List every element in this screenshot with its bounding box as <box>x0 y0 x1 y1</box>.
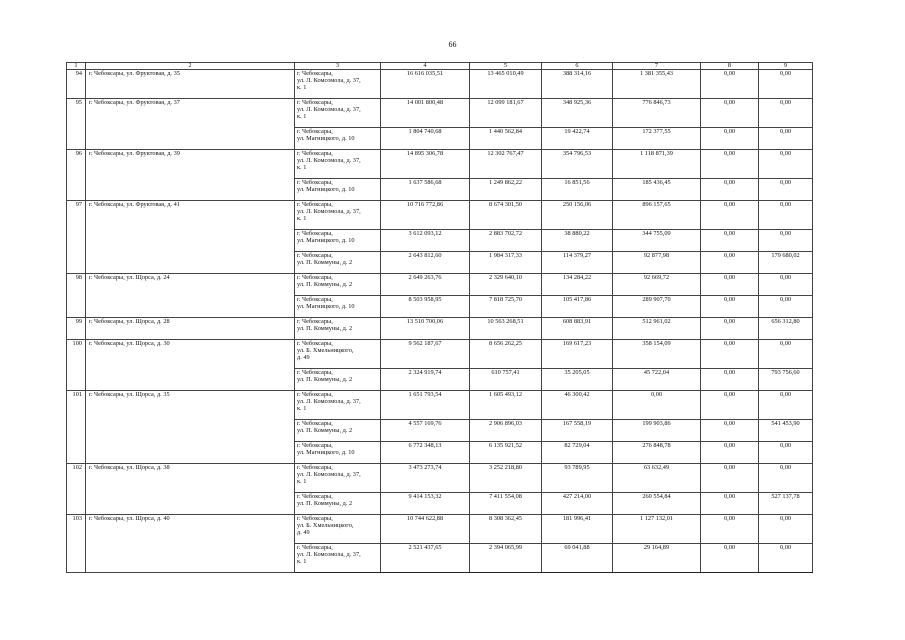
value-cell: 0,00 <box>701 391 759 420</box>
row-number: 100 <box>67 340 86 391</box>
value-cell: 344 755,09 <box>613 230 701 252</box>
source-address <box>295 201 381 230</box>
house-address: г. Чебоксары, ул. Щорса, д. 38 <box>86 464 295 515</box>
source-address-line: к. 1 <box>297 558 307 566</box>
value-cell: 9 414 153,32 <box>381 493 470 515</box>
value-cell: 0,00 <box>759 179 813 201</box>
source-address <box>295 318 381 340</box>
house-address: г. Чебоксары, ул. Щорса, д. 28 <box>86 318 295 340</box>
column-header: 5 <box>470 63 542 70</box>
value-cell: 0,00 <box>701 252 759 274</box>
value-cell: 7 411 554,08 <box>470 493 542 515</box>
source-address <box>295 391 381 420</box>
source-address-line: ул. Л. Комсомола, д. 37, <box>297 471 361 479</box>
value-cell: 0,00 <box>701 70 759 99</box>
source-address-line: ул. Магницкого, д. 10 <box>297 237 355 245</box>
value-cell: 0,00 <box>701 464 759 493</box>
value-cell: 134 284,22 <box>542 274 613 296</box>
value-cell: 8 503 958,95 <box>381 296 470 318</box>
row-number: 99 <box>67 318 86 340</box>
value-cell: 1 651 793,54 <box>381 391 470 420</box>
value-cell: 3 612 093,12 <box>381 230 470 252</box>
table-row <box>67 150 813 179</box>
column-header: 6 <box>542 63 613 70</box>
source-address-line: г. Чебоксары, <box>297 369 333 376</box>
source-address <box>295 515 381 544</box>
value-cell: 608 883,91 <box>542 318 613 340</box>
house-address: г. Чебоксары, ул. Фруктовая, д. 41 <box>86 201 295 274</box>
value-cell: 19 422,74 <box>542 128 613 150</box>
value-cell: 3 473 273,74 <box>381 464 470 493</box>
value-cell: 0,00 <box>759 274 813 296</box>
source-address-line: г. Чебоксары, <box>297 252 333 259</box>
source-address-line: ул. П. Коммуны, д. 2 <box>297 376 353 384</box>
value-cell: 0,00 <box>701 493 759 515</box>
value-cell: 1 127 132,01 <box>613 515 701 544</box>
source-address <box>295 179 381 201</box>
source-address-line: ул. П. Коммуны, д. 2 <box>297 427 353 435</box>
value-cell: 10 563 268,51 <box>470 318 542 340</box>
data-table <box>66 62 813 573</box>
source-address-line: ул. Л. Комсомола, д. 37, <box>297 106 361 114</box>
source-address-line: к. 1 <box>297 113 307 121</box>
value-cell: 0,00 <box>701 128 759 150</box>
value-cell: 0,00 <box>701 296 759 318</box>
source-address <box>295 128 381 150</box>
source-address-line: к. 1 <box>297 84 307 92</box>
value-cell: 1 440 562,84 <box>470 128 542 150</box>
value-cell: 0,00 <box>759 201 813 230</box>
value-cell: 1 984 317,33 <box>470 252 542 274</box>
value-cell: 0,00 <box>759 70 813 99</box>
source-address-line: ул. П. Коммуны, д. 2 <box>297 281 353 289</box>
source-address-line: г. Чебоксары, <box>297 544 333 551</box>
source-address <box>295 369 381 391</box>
value-cell: 16 851,56 <box>542 179 613 201</box>
value-cell: 69 041,88 <box>542 544 613 573</box>
value-cell: 0,00 <box>759 464 813 493</box>
value-cell: 0,00 <box>759 99 813 128</box>
value-cell: 250 156,06 <box>542 201 613 230</box>
source-address-line: г. Чебоксары, <box>297 296 333 303</box>
value-cell: 0,00 <box>759 230 813 252</box>
value-cell: 388 314,16 <box>542 70 613 99</box>
source-address-line: г. Чебоксары, <box>297 150 333 157</box>
row-number: 103 <box>67 515 86 573</box>
source-address <box>295 420 381 442</box>
value-cell: 0,00 <box>701 442 759 464</box>
source-address-line: г. Чебоксары, <box>297 179 333 186</box>
value-cell: 46 300,42 <box>542 391 613 420</box>
source-address-line: г. Чебоксары, <box>297 515 333 522</box>
value-cell: 12 302 767,47 <box>470 150 542 179</box>
value-cell: 1 381 355,43 <box>613 70 701 99</box>
table-row <box>67 201 813 230</box>
value-cell: 13 465 010,49 <box>470 70 542 99</box>
source-address-line: ул. П. Коммуны, д. 2 <box>297 500 353 508</box>
source-address-line: г. Чебоксары, <box>297 201 333 208</box>
value-cell: 0,00 <box>701 201 759 230</box>
value-cell: 4 557 169,76 <box>381 420 470 442</box>
value-cell: 0,00 <box>759 128 813 150</box>
source-address-line: г. Чебоксары, <box>297 318 333 325</box>
value-cell: 427 214,00 <box>542 493 613 515</box>
value-cell: 610 757,41 <box>470 369 542 391</box>
value-cell: 2 643 812,60 <box>381 252 470 274</box>
value-cell: 172 377,55 <box>613 128 701 150</box>
value-cell: 0,00 <box>701 230 759 252</box>
source-address <box>295 493 381 515</box>
value-cell: 0,00 <box>701 179 759 201</box>
source-address-line: ул. Б. Хмельницкого, <box>297 522 354 530</box>
value-cell: 10 716 772,86 <box>381 201 470 230</box>
source-address-line: к. 1 <box>297 478 307 486</box>
table-row <box>67 274 813 296</box>
value-cell: 527 137,78 <box>759 493 813 515</box>
column-header: 9 <box>759 63 813 70</box>
source-address-line: ул. Л. Комсомола, д. 37, <box>297 77 361 85</box>
column-header: 2 <box>86 63 295 70</box>
value-cell: 896 157,65 <box>613 201 701 230</box>
value-cell: 289 907,70 <box>613 296 701 318</box>
source-address-line: ул. Б. Хмельницкого, <box>297 347 354 355</box>
value-cell: 93 789,95 <box>542 464 613 493</box>
value-cell: 0,00 <box>613 391 701 420</box>
house-address: г. Чебоксары, ул. Щорса, д. 35 <box>86 391 295 464</box>
value-cell: 656 312,80 <box>759 318 813 340</box>
header-row <box>67 63 813 70</box>
source-address-line: д. 49 <box>297 529 310 537</box>
value-cell: 0,00 <box>701 340 759 369</box>
source-address-line: к. 1 <box>297 405 307 413</box>
house-address: г. Чебоксары, ул. Фруктовая, д. 37 <box>86 99 295 150</box>
value-cell: 8 656 262,25 <box>470 340 542 369</box>
source-address-line: г. Чебоксары, <box>297 230 333 237</box>
source-address-line: ул. Магницкого, д. 10 <box>297 186 355 194</box>
column-header: 8 <box>701 63 759 70</box>
value-cell: 0,00 <box>759 150 813 179</box>
value-cell: 348 925,36 <box>542 99 613 128</box>
value-cell: 63 632,49 <box>613 464 701 493</box>
value-cell: 12 099 181,67 <box>470 99 542 128</box>
source-address <box>295 230 381 252</box>
value-cell: 14 001 800,48 <box>381 99 470 128</box>
source-address-line: г. Чебоксары, <box>297 70 333 77</box>
value-cell: 0,00 <box>701 99 759 128</box>
row-number: 98 <box>67 274 86 318</box>
value-cell: 167 558,19 <box>542 420 613 442</box>
value-cell: 260 554,84 <box>613 493 701 515</box>
source-address-line: г. Чебоксары, <box>297 493 333 500</box>
table-row <box>67 391 813 420</box>
value-cell: 0,00 <box>701 515 759 544</box>
value-cell: 0,00 <box>759 515 813 544</box>
value-cell: 92 669,72 <box>613 274 701 296</box>
table-row <box>67 70 813 99</box>
source-address-line: г. Чебоксары, <box>297 420 333 427</box>
source-address <box>295 274 381 296</box>
source-address-line: ул. Л. Комсомола, д. 37, <box>297 551 361 559</box>
source-address-line: г. Чебоксары, <box>297 391 333 398</box>
value-cell: 2 649 263,76 <box>381 274 470 296</box>
value-cell: 0,00 <box>701 544 759 573</box>
value-cell: 1 605 493,12 <box>470 391 542 420</box>
source-address <box>295 150 381 179</box>
value-cell: 1 118 871,39 <box>613 150 701 179</box>
column-header: 1 <box>67 63 86 70</box>
source-address-line: ул. П. Коммуны, д. 2 <box>297 259 353 267</box>
value-cell: 776 846,73 <box>613 99 701 128</box>
source-address-line: г. Чебоксары, <box>297 99 333 106</box>
source-address-line: к. 1 <box>297 164 307 172</box>
value-cell: 185 436,45 <box>613 179 701 201</box>
source-address <box>295 544 381 573</box>
source-address-line: ул. Магницкого, д. 10 <box>297 303 355 311</box>
row-number: 94 <box>67 70 86 99</box>
source-address-line: ул. Л. Комсомола, д. 37, <box>297 208 361 216</box>
value-cell: 793 756,60 <box>759 369 813 391</box>
column-header: 3 <box>295 63 381 70</box>
table-row <box>67 99 813 128</box>
row-number: 102 <box>67 464 86 515</box>
value-cell: 2 883 702,72 <box>470 230 542 252</box>
source-address <box>295 99 381 128</box>
value-cell: 2 324 919,74 <box>381 369 470 391</box>
table-header <box>67 63 813 70</box>
house-address: г. Чебоксары, ул. Щорса, д. 24 <box>86 274 295 318</box>
source-address <box>295 340 381 369</box>
value-cell: 9 562 187,67 <box>381 340 470 369</box>
source-address-line: к. 1 <box>297 215 307 223</box>
value-cell: 512 961,02 <box>613 318 701 340</box>
table-row <box>67 515 813 544</box>
table-row <box>67 340 813 369</box>
value-cell: 45 722,04 <box>613 369 701 391</box>
value-cell: 541 453,90 <box>759 420 813 442</box>
source-address-line: ул. Л. Комсомола, д. 37, <box>297 398 361 406</box>
value-cell: 0,00 <box>701 274 759 296</box>
source-address <box>295 296 381 318</box>
column-header: 7 <box>613 63 701 70</box>
source-address <box>295 442 381 464</box>
house-address: г. Чебоксары, ул. Щорса, д. 30 <box>86 340 295 391</box>
value-cell: 181 996,41 <box>542 515 613 544</box>
row-number: 96 <box>67 150 86 201</box>
table-body <box>67 70 813 573</box>
value-cell: 10 744 622,88 <box>381 515 470 544</box>
source-address <box>295 252 381 274</box>
value-cell: 1 637 586,68 <box>381 179 470 201</box>
value-cell: 6 135 921,52 <box>470 442 542 464</box>
value-cell: 0,00 <box>701 150 759 179</box>
source-address <box>295 464 381 493</box>
value-cell: 0,00 <box>701 318 759 340</box>
source-address-line: ул. Магницкого, д. 10 <box>297 449 355 457</box>
page-number: 66 <box>448 40 457 49</box>
value-cell: 0,00 <box>759 544 813 573</box>
value-cell: 29 164,89 <box>613 544 701 573</box>
value-cell: 2 394 065,99 <box>470 544 542 573</box>
value-cell: 35 205,05 <box>542 369 613 391</box>
value-cell: 2 329 640,10 <box>470 274 542 296</box>
value-cell: 16 616 035,51 <box>381 70 470 99</box>
value-cell: 8 674 301,50 <box>470 201 542 230</box>
source-address <box>295 70 381 99</box>
source-address-line: г. Чебоксары, <box>297 442 333 449</box>
row-number: 95 <box>67 99 86 150</box>
house-address: г. Чебоксары, ул. Фруктовая, д. 35 <box>86 70 295 99</box>
source-address-line: ул. Магницкого, д. 10 <box>297 135 355 143</box>
value-cell: 14 895 306,78 <box>381 150 470 179</box>
value-cell: 2 906 896,03 <box>470 420 542 442</box>
value-cell: 82 729,04 <box>542 442 613 464</box>
source-address-line: ул. Л. Комсомола, д. 37, <box>297 157 361 165</box>
value-cell: 2 521 437,65 <box>381 544 470 573</box>
source-address-line: г. Чебоксары, <box>297 464 333 471</box>
value-cell: 0,00 <box>701 369 759 391</box>
row-number: 97 <box>67 201 86 274</box>
value-cell: 1 804 740,68 <box>381 128 470 150</box>
value-cell: 276 848,78 <box>613 442 701 464</box>
column-header: 4 <box>381 63 470 70</box>
value-cell: 13 510 700,06 <box>381 318 470 340</box>
value-cell: 199 903,86 <box>613 420 701 442</box>
row-number: 101 <box>67 391 86 464</box>
value-cell: 179 680,02 <box>759 252 813 274</box>
value-cell: 92 877,98 <box>613 252 701 274</box>
table-row <box>67 318 813 340</box>
value-cell: 358 154,09 <box>613 340 701 369</box>
value-cell: 0,00 <box>759 442 813 464</box>
value-cell: 0,00 <box>701 420 759 442</box>
table-row <box>67 464 813 493</box>
value-cell: 0,00 <box>759 296 813 318</box>
value-cell: 8 308 362,45 <box>470 515 542 544</box>
source-address-line: г. Чебоксары, <box>297 340 333 347</box>
value-cell: 0,00 <box>759 340 813 369</box>
house-address: г. Чебоксары, ул. Щорса, д. 40 <box>86 515 295 573</box>
value-cell: 105 417,86 <box>542 296 613 318</box>
source-address-line: г. Чебоксары, <box>297 274 333 281</box>
value-cell: 6 772 348,13 <box>381 442 470 464</box>
source-address-line: ул. П. Коммуны, д. 2 <box>297 325 353 333</box>
value-cell: 354 796,53 <box>542 150 613 179</box>
source-address-line: д. 49 <box>297 354 310 362</box>
value-cell: 3 252 218,80 <box>470 464 542 493</box>
value-cell: 1 249 862,22 <box>470 179 542 201</box>
value-cell: 169 617,23 <box>542 340 613 369</box>
value-cell: 0,00 <box>759 391 813 420</box>
source-address-line: г. Чебоксары, <box>297 128 333 135</box>
value-cell: 114 379,27 <box>542 252 613 274</box>
value-cell: 38 880,22 <box>542 230 613 252</box>
house-address: г. Чебоксары, ул. Фруктовая, д. 39 <box>86 150 295 201</box>
value-cell: 7 818 725,70 <box>470 296 542 318</box>
